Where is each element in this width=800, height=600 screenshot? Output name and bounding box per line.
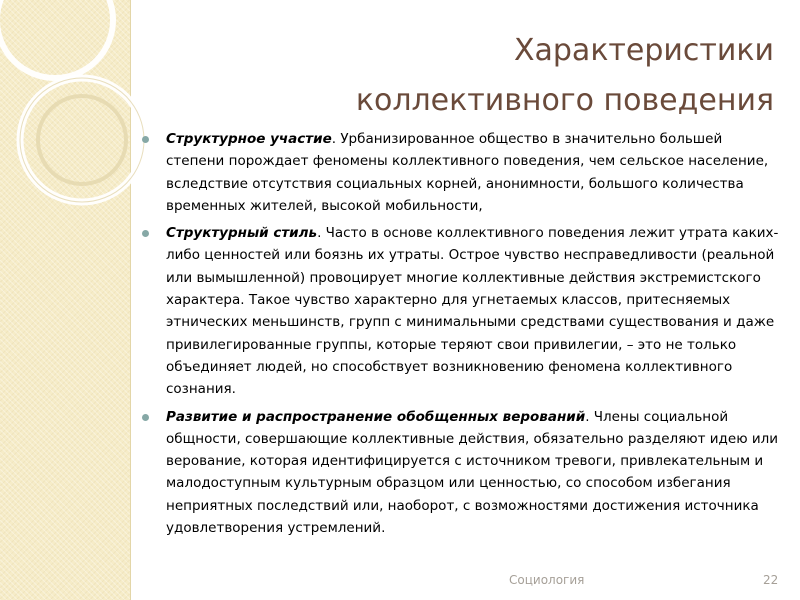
bullet-dot-icon [142,414,149,421]
title-line-1: Характеристики [513,33,774,68]
bullet-list [140,128,780,544]
bullet-text: . Урбанизированное общество в значительно большей степени порождает феномены коллективного поведения, чем сельское население, вследствие отсутствия социальных корней, анонимности, большого количества временных жителей, высокой мобильности, [166,131,769,214]
bullet-lead: Развитие и распространение обобщенных верований [166,408,586,425]
title-line-2: коллективного поведения [355,83,774,118]
bullet-lead: Структурный стиль [166,225,318,242]
bullet-item [140,128,780,217]
bullet-item [140,222,780,400]
bullet-item [140,406,780,540]
bullet-dot-icon [142,136,149,143]
bullet-lead: Структурное участие [166,131,332,147]
slide-title [154,26,774,126]
bullet-text: . Часто в основе коллективного поведения лежит утрата каких-либо ценностей или боязнь их утраты. Острое чувство несправедливости (реальной или вымышленной) провоцирует многие коллективные действия экстремистского характера. Такое чувство характерно для угнетаемых классов, притесняемых этнических меньшинств, групп с минимальными средствами существования и даже привилегированные группы, которые теряют свои привилегии, – это не только объединяет людей, но способствует возникновению феномена коллективного сознания. [166,225,779,398]
bullet-dot-icon [142,230,149,237]
slide-number: 22 [763,573,779,587]
bullet-text: . Члены социальной общности, совершающие коллективные действия, обязательно разделяют идею или верование, которая идентифицируется с источником тревоги, привлекательным и малодоступным культурным образцом или ценностью, со способом избегания неприятных последствий или, наоборот, с возможностями достижения источника удовлетворения устремлений. [166,408,779,537]
footer-subject: Социология [509,573,585,587]
band-edge [130,0,131,600]
side-band [0,0,130,600]
